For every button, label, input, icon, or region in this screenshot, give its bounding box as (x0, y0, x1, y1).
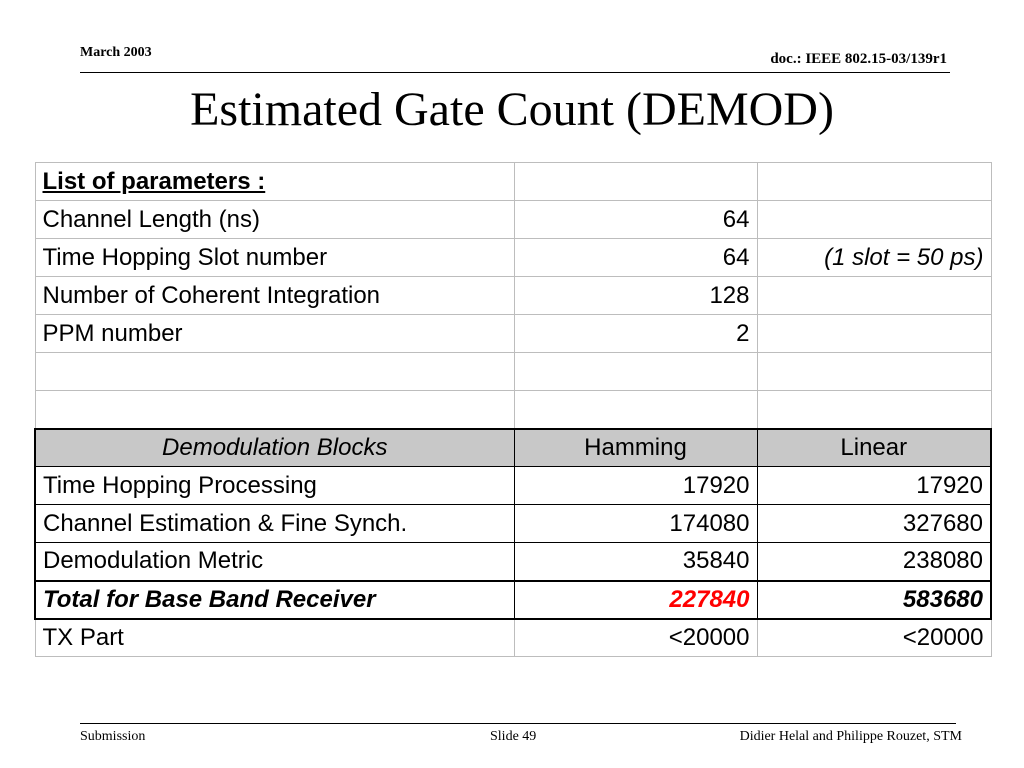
parameter-value: 2 (514, 315, 757, 353)
table-row (35, 619, 991, 657)
table-cell (35, 353, 514, 391)
footer-divider (80, 723, 956, 724)
parameter-note (757, 315, 991, 353)
linear-value: 238080 (757, 543, 991, 581)
hamming-value: 174080 (514, 505, 757, 543)
table-row (35, 201, 991, 239)
table-row (35, 277, 991, 315)
header-doc-id: doc.: IEEE 802.15-03/139r1 (770, 51, 947, 67)
linear-value: 327680 (757, 505, 991, 543)
hamming-value: 17920 (514, 467, 757, 505)
table-row (35, 543, 991, 581)
block-label: Time Hopping Processing (35, 467, 514, 505)
tx-linear-value: <20000 (757, 619, 991, 657)
table-row (35, 391, 991, 429)
parameter-value: 128 (514, 277, 757, 315)
parameter-label: PPM number (35, 315, 514, 353)
table-cell (514, 391, 757, 429)
parameter-value: 64 (514, 239, 757, 277)
slide-title: Estimated Gate Count (DEMOD) (190, 83, 834, 136)
table-row (35, 505, 991, 543)
tx-label: TX Part (35, 619, 514, 657)
table-row (35, 353, 991, 391)
footer-authors: Didier Helal and Philippe Rouzet, STM (739, 729, 962, 744)
table-cell (757, 391, 991, 429)
footer-submission: Submission (80, 729, 146, 744)
table-cell (757, 353, 991, 391)
parameter-label: Time Hopping Slot number (35, 239, 514, 277)
gate-count-table (34, 162, 992, 657)
table-row (35, 315, 991, 353)
header-date: March 2003 (80, 45, 152, 60)
table-cell (514, 353, 757, 391)
table-row (35, 467, 991, 505)
block-label: Demodulation Metric (35, 543, 514, 581)
total-hamming-value: 227840 (514, 581, 757, 619)
table-cell (757, 163, 991, 201)
header-divider (80, 72, 950, 73)
hamming-value: 35840 (514, 543, 757, 581)
column-header-linear: Linear (757, 429, 991, 467)
block-label: Channel Estimation & Fine Synch. (35, 505, 514, 543)
tx-hamming-value: <20000 (514, 619, 757, 657)
column-header-blocks: Demodulation Blocks (35, 429, 514, 467)
total-label: Total for Base Band Receiver (35, 581, 514, 619)
table-header-row (35, 429, 991, 467)
table-row (35, 163, 991, 201)
linear-value: 17920 (757, 467, 991, 505)
parameters-heading: List of parameters : (35, 163, 514, 201)
parameter-label: Number of Coherent Integration (35, 277, 514, 315)
footer-slide-number: Slide 49 (490, 729, 537, 744)
parameter-note: (1 slot = 50 ps) (757, 239, 991, 277)
parameter-note (757, 201, 991, 239)
parameter-note (757, 277, 991, 315)
table-row (35, 239, 991, 277)
parameter-label: Channel Length (ns) (35, 201, 514, 239)
table-cell (514, 163, 757, 201)
column-header-hamming: Hamming (514, 429, 757, 467)
total-row (35, 581, 991, 619)
total-linear-value: 583680 (757, 581, 991, 619)
table-cell (35, 391, 514, 429)
parameter-value: 64 (514, 201, 757, 239)
